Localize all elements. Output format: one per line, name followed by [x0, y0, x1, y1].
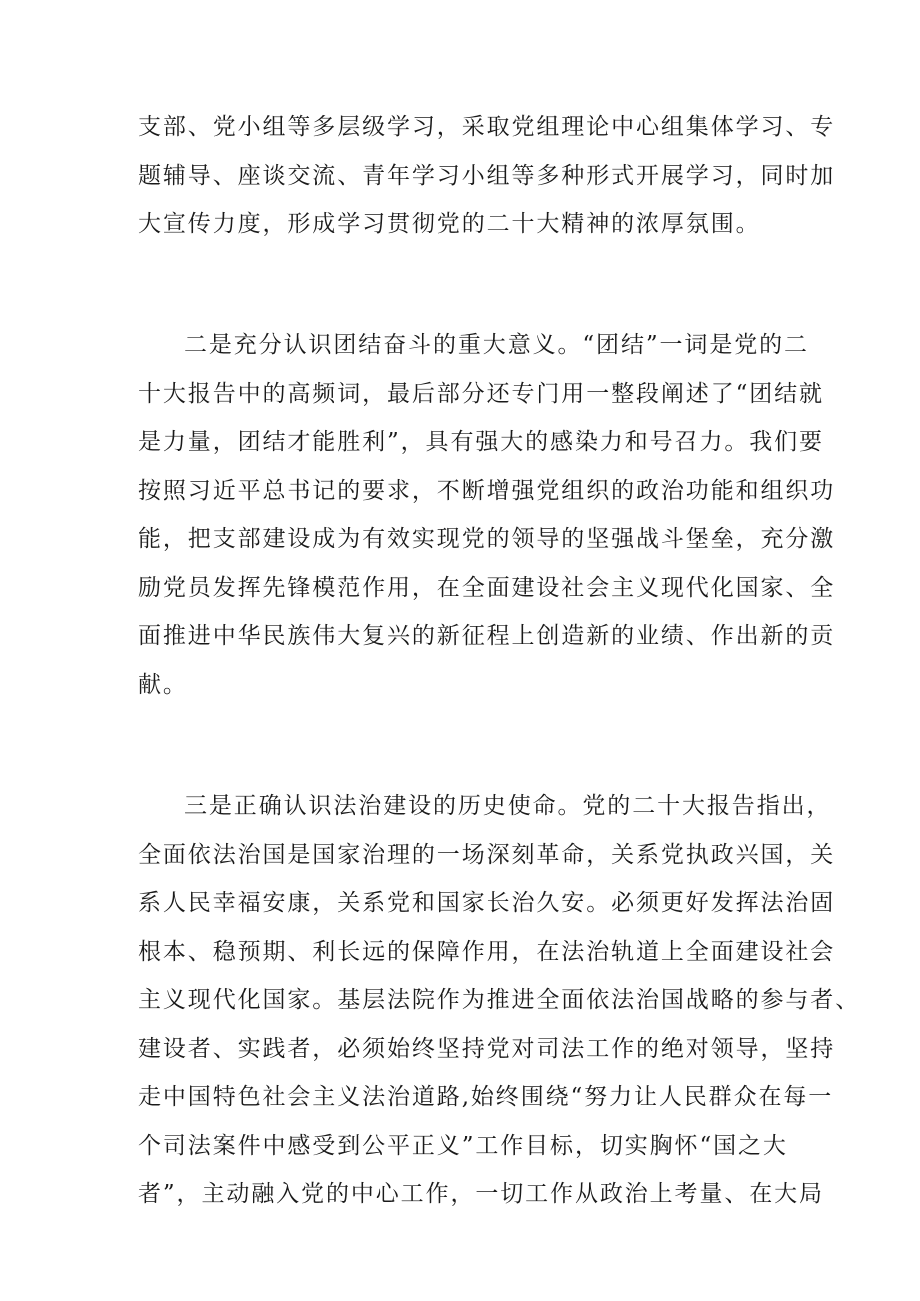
paragraph-line: 三是正确认识法治建设的历史使命。党的二十大报告指出，: [184, 793, 832, 819]
paragraph-line: 大宣传力度，形成学习贯彻党的二十大精神的浓厚氛围。: [138, 211, 761, 237]
paragraph-line: 个司法案件中感受到公平正义”工作目标，切实胸怀“国之大: [138, 1133, 788, 1159]
paragraph-line: 励党员发挥先锋模范作用，在全面建设社会主义现代化国家、全: [138, 575, 836, 601]
paragraph-line: 题辅导、座谈交流、青年学习小组等多种形式开展学习，同时加: [138, 163, 836, 189]
paragraph-line: 系人民幸福安康，关系党和国家长治久安。必须更好发挥法治固: [138, 890, 836, 916]
paragraph-line: 按照习近平总书记的要求，不断增强党组织的政治功能和组织功: [138, 478, 836, 504]
paragraph-line: 者”，主动融入党的中心工作，一切工作从政治上考量、在大局: [138, 1181, 824, 1207]
paragraph-line: 十大报告中的高频词，最后部分还专门用一整段阐述了“团结就: [138, 381, 824, 407]
paragraph-line: 全面依法治国是国家治理的一场深刻革命，关系党执政兴国，关: [138, 842, 836, 868]
paragraph-line: 是力量，团结才能胜利”，具有强大的感染力和号召力。我们要: [138, 429, 824, 455]
paragraph-line: 根本、稳预期、利长远的保障作用，在法治轨道上全面建设社会: [138, 939, 836, 965]
paragraph-line: 面推进中华民族伟大复兴的新征程上创造新的业绩、作出新的贡: [138, 623, 836, 649]
paragraph-line: 主义现代化国家。基层法院作为推进全面依法治国战略的参与者、: [138, 987, 861, 1013]
paragraph-line: 支部、党小组等多层级学习，采取党组理论中心组集体学习、专: [138, 114, 836, 140]
paragraph-line: 建设者、实践者，必须始终坚持党对司法工作的绝对领导，坚持: [138, 1036, 836, 1062]
paragraph-line: 二是充分认识团结奋斗的重大意义。“团结”一词是党的二: [184, 332, 809, 358]
paragraph-line: 献。: [138, 672, 188, 698]
paragraph-line: 能，把支部建设成为有效实现党的领导的坚强战斗堡垒，充分激: [138, 526, 836, 552]
paragraph-line: 走中国特色社会主义法治道路,始终围绕“努力让人民群众在每一: [138, 1084, 834, 1110]
